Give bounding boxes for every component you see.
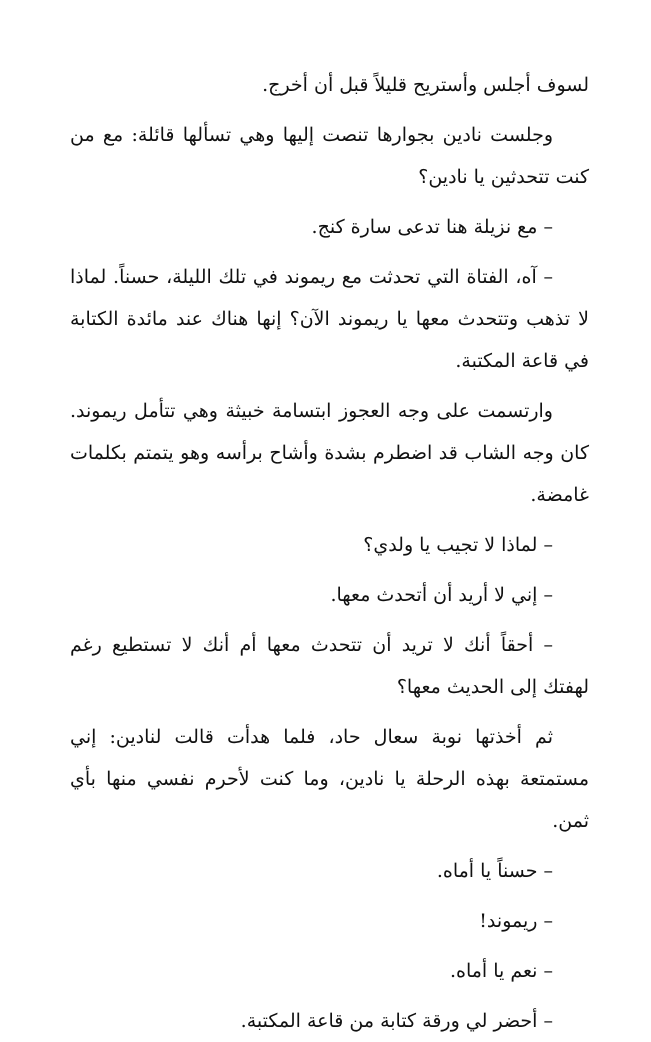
dialogue-line-2: – آه، الفتاة التي تحدثت مع ريموند في تلك الليلة، حسناً. لماذا لا تذهب وتتحدث معها يا ريموند الآن؟ إنها هناك عند مائدة الكتابة في قاعة المكتبة. bbox=[70, 266, 589, 372]
dialogue-line-8: – نعم يا أماه. bbox=[449, 960, 553, 982]
dialogue-line-7: – ريموند! bbox=[479, 910, 553, 932]
dialogue-line-4: – إني لا أريد أن أتحدث معها. bbox=[330, 584, 553, 606]
dialogue-line-9: – أحضر لي ورقة كتابة من قاعة المكتبة. bbox=[240, 1010, 553, 1032]
dialogue-line-5: – أحقاً أنك لا تريد أن تتحدث معها أم أنك لا تستطيع رغم لهفتك إلى الحديث معها؟ bbox=[70, 634, 589, 698]
paragraph-1: لسوف أجلس وأستريح قليلاً قبل أن أخرج. bbox=[262, 74, 589, 96]
paragraph-3: وارتسمت على وجه العجوز ابتسامة خبيثة وهي تتأمل ريموند. كان وجه الشاب قد اضطرم بشدة وأشاح برأسه وهو يتمتم بكلمات غامضة. bbox=[70, 400, 589, 506]
paragraph-4: ثم أخذتها نوبة سعال حاد، فلما هدأت قالت لنادين: إني مستمتعة بهذه الرحلة يا نادين، وما كنت لأحرم نفسي منها بأي ثمن. bbox=[70, 726, 589, 832]
dialogue-line-1: – مع نزيلة هنا تدعى سارة كنج. bbox=[311, 216, 553, 238]
dialogue-line-3: – لماذا لا تجيب يا ولدي؟ bbox=[363, 534, 553, 556]
dialogue-line-6: – حسناً يا أماه. bbox=[436, 860, 553, 882]
paragraph-2: وجلست نادين بجوارها تنصت إليها وهي تسألها قائلة: مع من كنت تتحدثين يا نادين؟ bbox=[70, 124, 589, 188]
